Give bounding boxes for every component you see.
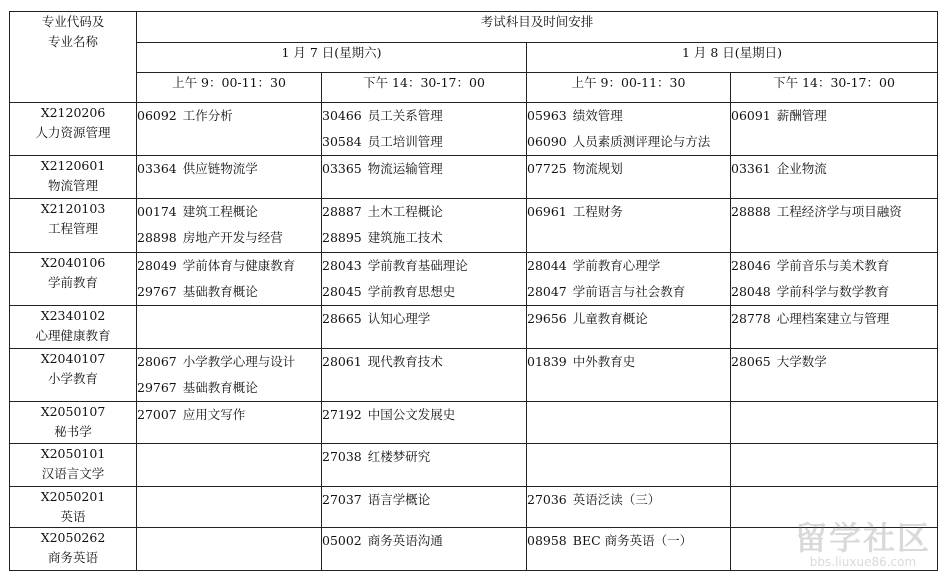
major-name: 工程管理	[47, 221, 98, 236]
course-code: 28895	[322, 230, 362, 245]
course-code: 28044	[527, 258, 567, 273]
course-cell	[322, 444, 527, 487]
course-name: 学前教育思想史	[367, 284, 456, 299]
course-item	[731, 199, 937, 225]
course-code: 29767	[137, 380, 177, 395]
major-code: X2040107	[40, 351, 106, 366]
course-name: 工程财务	[572, 204, 623, 219]
course-name: 学前体育与健康教育	[182, 258, 296, 273]
course-item	[527, 199, 730, 225]
course-item	[731, 306, 937, 332]
course-cell	[137, 156, 322, 199]
major-cell	[10, 528, 137, 571]
course-cell	[731, 253, 938, 306]
course-name: 土木工程概论	[367, 204, 443, 219]
course-name: 小学教学心理与设计	[182, 354, 296, 369]
course-code: 27007	[137, 407, 177, 422]
course-name: 房地产开发与经营	[182, 230, 283, 245]
course-item	[322, 487, 526, 513]
course-item	[527, 156, 730, 182]
header-major-column	[10, 12, 137, 103]
exam-schedule-table	[9, 11, 938, 571]
slot-header-3: 上午 9：00-11：30	[527, 73, 731, 103]
course-code: 06091	[731, 108, 771, 123]
course-code: 28898	[137, 230, 177, 245]
course-cell	[322, 349, 527, 402]
course-name: 大学数学	[776, 354, 827, 369]
table-row	[10, 103, 938, 156]
course-name: 商务英语沟通	[367, 533, 443, 548]
table-row	[10, 444, 938, 487]
major-name: 英语	[60, 509, 86, 524]
course-name: 学前教育心理学	[572, 258, 661, 273]
course-cell	[527, 402, 731, 444]
course-item	[731, 349, 937, 375]
table-row	[10, 528, 938, 571]
course-name: 员工培训管理	[367, 134, 443, 149]
course-code: 28665	[322, 311, 362, 326]
major-cell	[10, 103, 137, 156]
major-cell	[10, 156, 137, 199]
schedule-title: 考试科目及时间安排	[137, 12, 938, 43]
course-name: 物流规划	[572, 161, 623, 176]
course-item	[137, 402, 321, 428]
course-item	[527, 129, 730, 155]
course-code: 27038	[322, 449, 362, 464]
course-name: 应用文写作	[182, 407, 246, 422]
course-code: 01839	[527, 354, 567, 369]
major-cell	[10, 487, 137, 528]
course-cell	[731, 444, 938, 487]
course-code: 06961	[527, 204, 567, 219]
course-item	[322, 528, 526, 554]
major-code: X2120206	[40, 105, 106, 120]
course-name: 人员素质测评理论与方法	[572, 134, 711, 149]
course-name: 绩效管理	[572, 108, 623, 123]
table-row	[10, 349, 938, 402]
corner-label-line2: 专业名称	[47, 34, 98, 49]
course-item	[137, 103, 321, 129]
major-code: X2040106	[40, 255, 106, 270]
course-item	[527, 528, 730, 554]
course-cell	[137, 349, 322, 402]
course-code: 28043	[322, 258, 362, 273]
major-name: 商务英语	[47, 550, 98, 565]
course-item	[527, 253, 730, 279]
course-item	[527, 487, 730, 513]
course-cell	[322, 487, 527, 528]
course-code: 30466	[322, 108, 362, 123]
course-name: 薪酬管理	[776, 108, 827, 123]
course-name: 语言学概论	[367, 492, 431, 507]
course-cell	[137, 306, 322, 349]
slot-header-2: 下午 14：30-17：00	[322, 73, 527, 103]
course-cell	[527, 528, 731, 571]
course-code: 28778	[731, 311, 771, 326]
major-name: 汉语言文学	[41, 466, 105, 481]
course-item	[322, 306, 526, 332]
course-name: 心理档案建立与管理	[776, 311, 890, 326]
course-item	[322, 279, 526, 305]
course-code: 06092	[137, 108, 177, 123]
course-item	[322, 129, 526, 155]
course-cell	[527, 487, 731, 528]
course-code: 07725	[527, 161, 567, 176]
course-code: 29767	[137, 284, 177, 299]
course-cell	[731, 487, 938, 528]
course-cell	[322, 199, 527, 253]
course-code: 28049	[137, 258, 177, 273]
course-cell	[137, 253, 322, 306]
major-cell	[10, 402, 137, 444]
course-cell	[731, 402, 938, 444]
course-cell	[322, 402, 527, 444]
course-item	[322, 156, 526, 182]
course-item	[322, 199, 526, 225]
course-code: 28047	[527, 284, 567, 299]
course-code: 29656	[527, 311, 567, 326]
course-code: 28061	[322, 354, 362, 369]
course-cell	[731, 528, 938, 571]
table-row	[10, 253, 938, 306]
course-name: 红楼梦研究	[367, 449, 431, 464]
course-name: 物流运输管理	[367, 161, 443, 176]
course-item	[137, 156, 321, 182]
table-row	[10, 156, 938, 199]
course-name: 员工关系管理	[367, 108, 443, 123]
course-name: 供应链物流学	[182, 161, 258, 176]
course-item	[137, 225, 321, 251]
course-name: 中外教育史	[572, 354, 636, 369]
major-name: 学前教育	[47, 275, 98, 290]
course-code: 28045	[322, 284, 362, 299]
course-cell	[527, 103, 731, 156]
course-cell	[322, 253, 527, 306]
day-header-2: 1 月 8 日(星期日)	[527, 43, 938, 73]
watermark-text: 留学社区	[794, 519, 931, 557]
major-name: 人力资源管理	[35, 125, 111, 140]
day-header-1: 1 月 7 日(星期六)	[137, 43, 527, 73]
course-item	[322, 349, 526, 375]
course-item	[731, 156, 937, 182]
course-item	[322, 225, 526, 251]
course-cell	[731, 199, 938, 253]
major-name: 心理健康教育	[35, 328, 111, 343]
major-code: X2340102	[40, 308, 106, 323]
course-code: 27036	[527, 492, 567, 507]
course-name: 学前科学与数学教育	[776, 284, 890, 299]
course-cell	[527, 306, 731, 349]
watermark-url: bbs.liuxue86.com	[809, 555, 917, 569]
course-item	[527, 279, 730, 305]
course-cell	[527, 349, 731, 402]
course-cell	[137, 199, 322, 253]
course-name: 英语泛读（三）	[572, 492, 661, 507]
course-cell	[137, 528, 322, 571]
course-code: 05963	[527, 108, 567, 123]
course-cell	[137, 402, 322, 444]
course-code: 30584	[322, 134, 362, 149]
course-code: 28046	[731, 258, 771, 273]
course-cell	[322, 156, 527, 199]
course-item	[322, 253, 526, 279]
schedule-body	[10, 103, 938, 571]
course-name: 工程经济学与项目融资	[776, 204, 902, 219]
course-code: 03364	[137, 161, 177, 176]
major-cell	[10, 306, 137, 349]
course-name: 基础教育概论	[182, 380, 258, 395]
major-name: 小学教育	[47, 371, 98, 386]
course-cell	[527, 253, 731, 306]
course-name: 工作分析	[182, 108, 233, 123]
course-cell	[137, 103, 322, 156]
course-cell	[322, 528, 527, 571]
course-item	[137, 349, 321, 375]
course-code: 28048	[731, 284, 771, 299]
course-item	[527, 306, 730, 332]
course-name: 学前音乐与美术教育	[776, 258, 890, 273]
course-name: 基础教育概论	[182, 284, 258, 299]
course-name: 中国公文发展史	[367, 407, 456, 422]
course-name: 建筑工程概论	[182, 204, 258, 219]
slot-header-1: 上午 9：00-11：30	[137, 73, 322, 103]
course-code: 28067	[137, 354, 177, 369]
course-name: BEC 商务英语（一）	[572, 533, 693, 548]
major-cell	[10, 253, 137, 306]
course-cell	[137, 444, 322, 487]
course-item	[731, 279, 937, 305]
course-name: 现代教育技术	[367, 354, 443, 369]
major-cell	[10, 349, 137, 402]
course-cell	[527, 444, 731, 487]
course-cell	[527, 199, 731, 253]
major-name: 物流管理	[47, 178, 98, 193]
course-name: 学前语言与社会教育	[572, 284, 686, 299]
major-code: X2050262	[40, 530, 106, 545]
course-item	[137, 375, 321, 401]
course-item	[322, 402, 526, 428]
course-code: 05002	[322, 533, 362, 548]
course-cell	[731, 306, 938, 349]
course-code: 27037	[322, 492, 362, 507]
course-name: 儿童教育概论	[572, 311, 648, 326]
course-name: 学前教育基础理论	[367, 258, 468, 273]
course-code: 08958	[527, 533, 567, 548]
major-cell	[10, 199, 137, 253]
course-cell	[527, 156, 731, 199]
course-code: 28888	[731, 204, 771, 219]
course-cell	[731, 156, 938, 199]
course-cell	[322, 306, 527, 349]
course-item	[322, 444, 526, 470]
major-cell	[10, 444, 137, 487]
course-item	[731, 253, 937, 279]
table-row	[10, 306, 938, 349]
course-name: 企业物流	[776, 161, 827, 176]
course-item	[137, 279, 321, 305]
course-item	[322, 103, 526, 129]
course-code: 28065	[731, 354, 771, 369]
table-row	[10, 199, 938, 253]
major-code: X2050107	[40, 404, 106, 419]
major-code: X2120601	[40, 158, 106, 173]
course-code: 03361	[731, 161, 771, 176]
table-row	[10, 402, 938, 444]
course-code: 00174	[137, 204, 177, 219]
course-item	[137, 199, 321, 225]
course-item	[731, 103, 937, 129]
major-code: X2050101	[40, 446, 106, 461]
major-name: 秘书学	[54, 424, 92, 439]
course-code: 03365	[322, 161, 362, 176]
course-name: 认知心理学	[367, 311, 431, 326]
course-code: 27192	[322, 407, 362, 422]
major-code: X2050201	[40, 489, 106, 504]
slot-header-4: 下午 14：30-17：00	[731, 73, 938, 103]
major-code: X2120103	[40, 201, 106, 216]
course-item	[527, 103, 730, 129]
course-cell	[731, 103, 938, 156]
course-item	[137, 253, 321, 279]
course-name: 建筑施工技术	[367, 230, 443, 245]
course-cell	[137, 487, 322, 528]
course-item	[527, 349, 730, 375]
corner-label-line1: 专业代码及	[41, 14, 105, 29]
course-cell	[731, 349, 938, 402]
course-cell	[322, 103, 527, 156]
table-row	[10, 487, 938, 528]
course-code: 06090	[527, 134, 567, 149]
course-code: 28887	[322, 204, 362, 219]
